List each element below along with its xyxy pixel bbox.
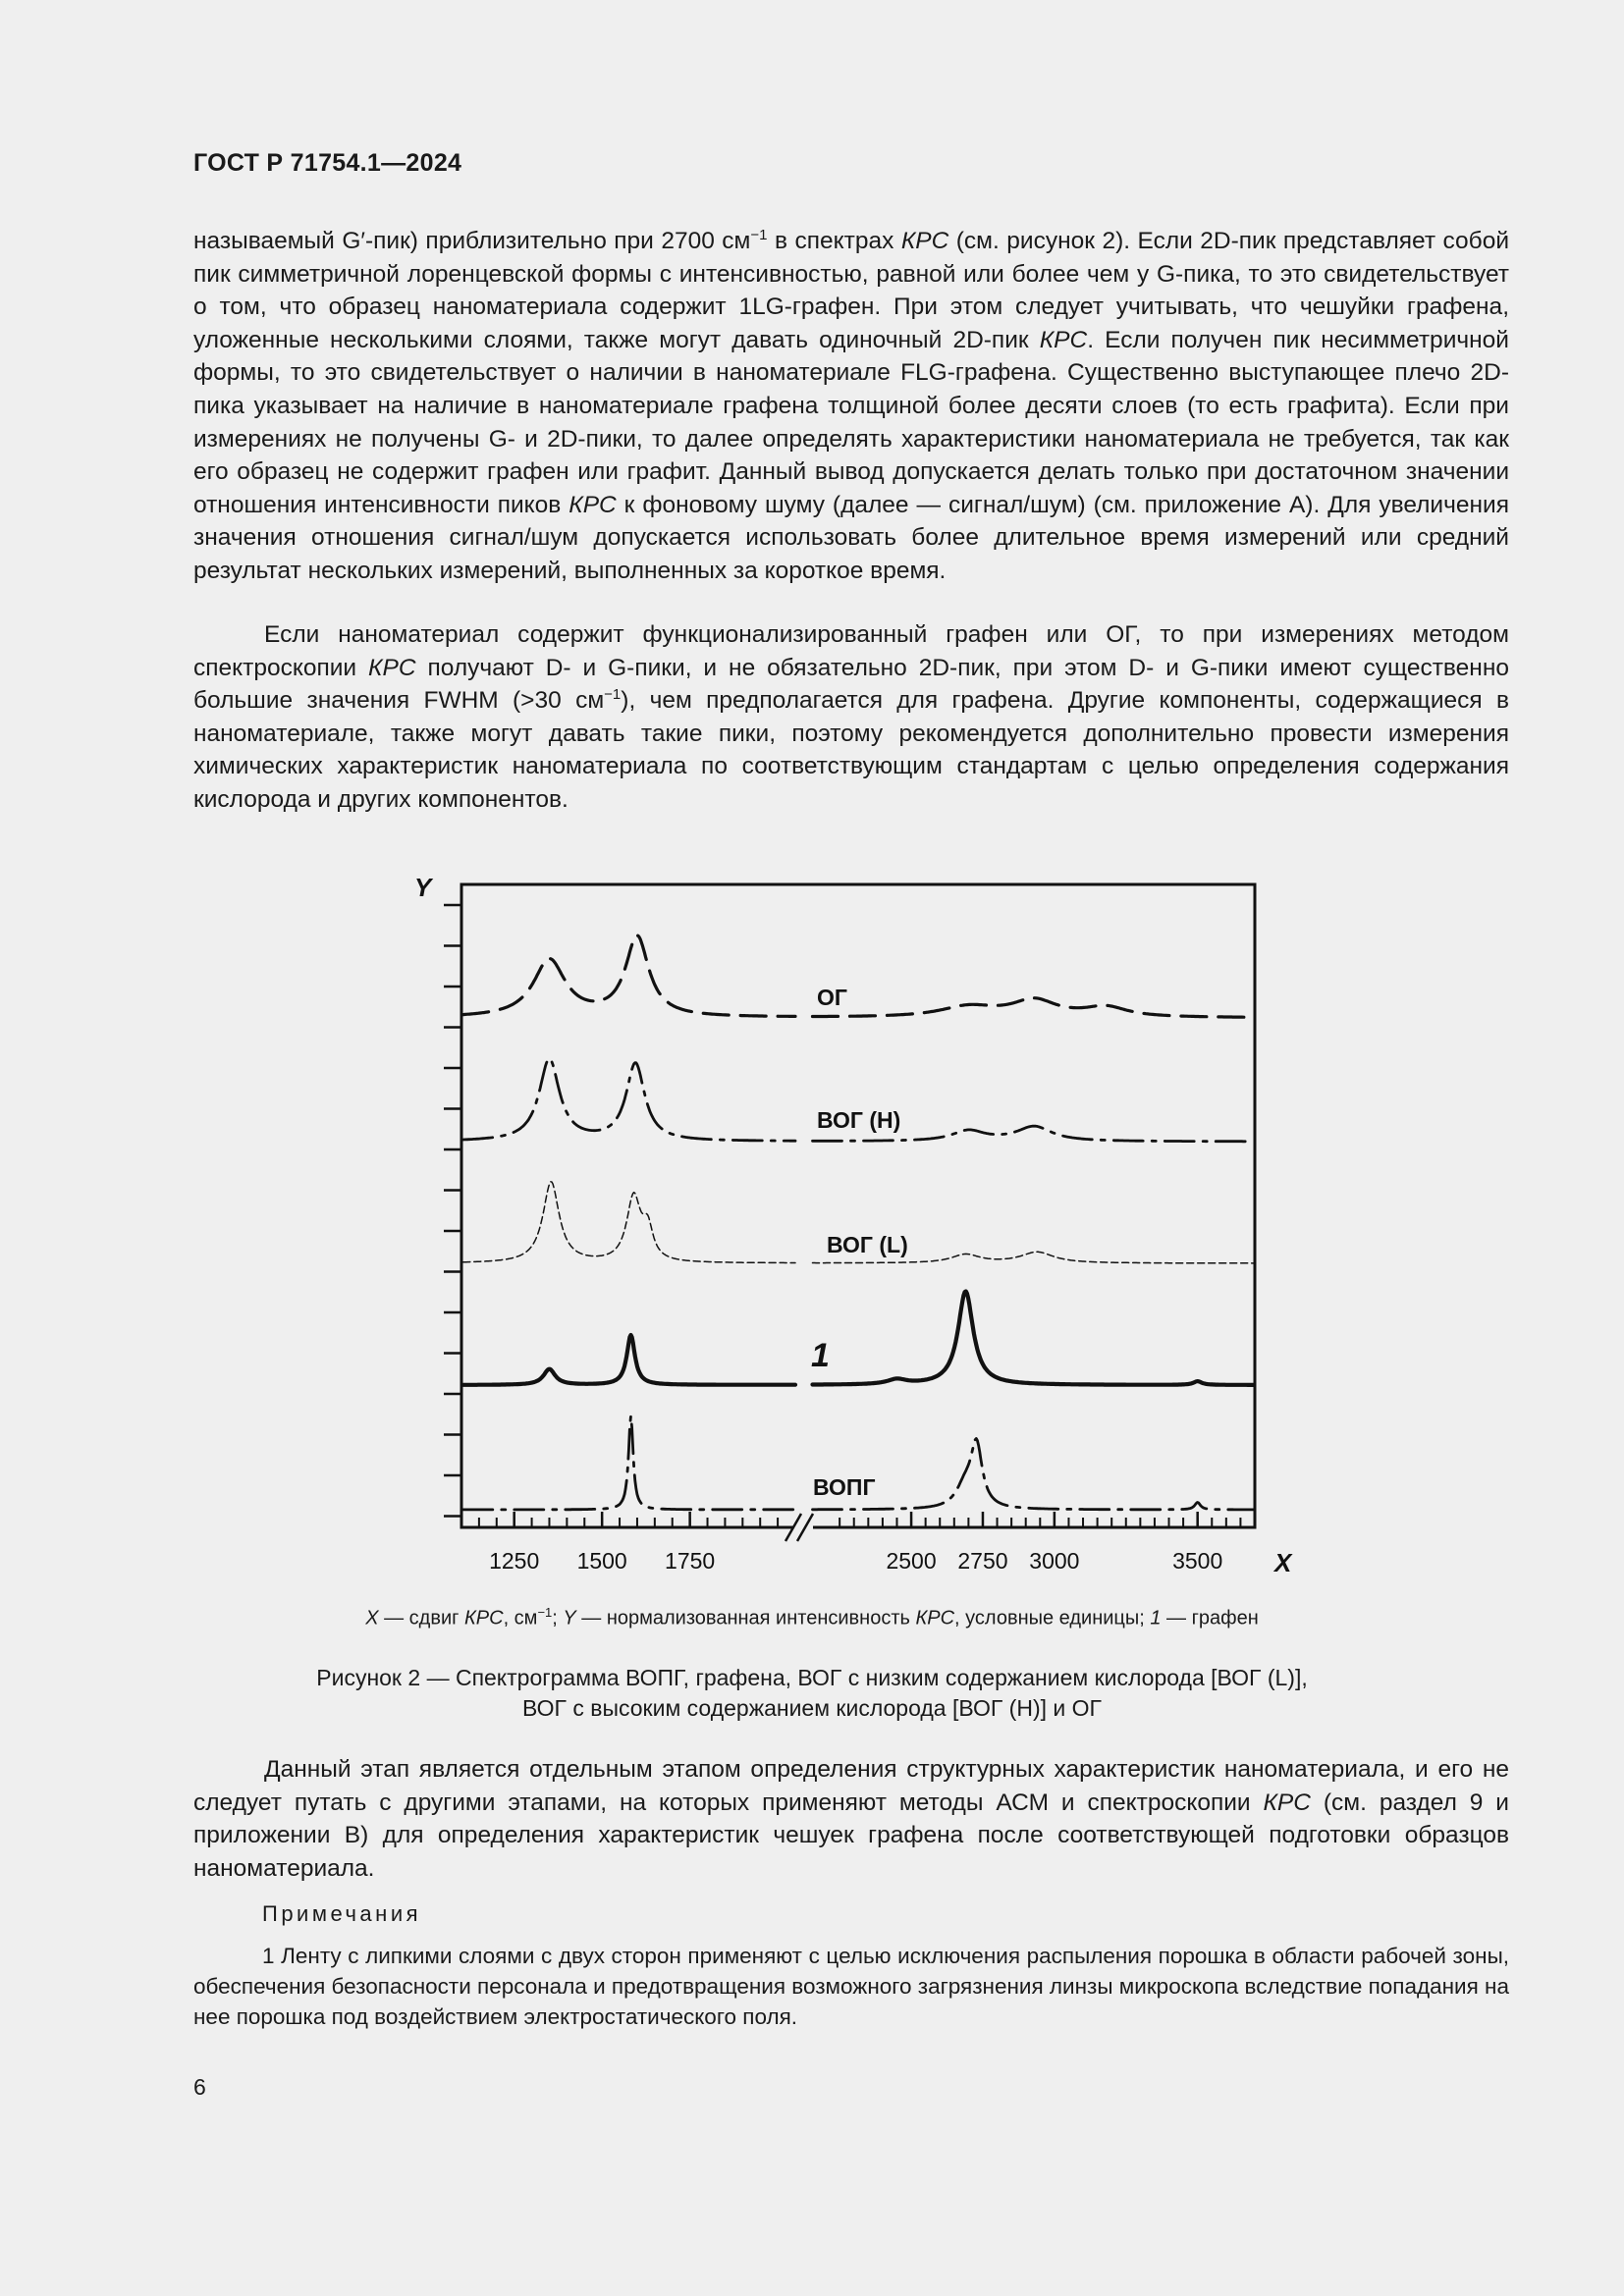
page-number: 6: [193, 2074, 206, 2100]
note-1: [193, 1941, 1509, 2032]
legend-text: , см: [503, 1607, 538, 1629]
x-tick-label: 3000: [1029, 1548, 1080, 1574]
note-text: 1 Ленту с липкими слоями с двух сторон применяют с целью исключения распыления порошка в области рабочей зоны, обеспечения безопасности персонала и предотвращения возможного загрязнения линзы микроскопа вследствие попадания на нее порошка под воздействием электростатического поля.: [193, 1944, 1509, 2029]
legend-text: — графен: [1161, 1607, 1259, 1629]
superscript: −1: [537, 1605, 553, 1620]
text: (см. раздел 9 и приложении В) для определения характеристик чешуек графена после соответствующей подготовки образцов наноматериала.: [193, 1789, 1509, 1882]
term-krs: КРС: [1039, 326, 1088, 353]
caption-line: ВОГ с высоким содержанием кислорода [ВОГ (Н)] и ОГ: [522, 1695, 1102, 1721]
term-krs: КРС: [915, 1607, 955, 1629]
spectrum-line: [463, 935, 1254, 1017]
x-tick-label: 3500: [1172, 1548, 1223, 1574]
term-krs: КРС: [463, 1607, 504, 1629]
y-axis-label: Y: [414, 873, 432, 902]
text: ), чем предполагается для графена. Другие компоненты, содержащиеся в наноматериале, также могут давать такие пики, поэтому рекомендуется дополнительно провести измерения химических характеристик наноматериала по соответствующим стандартам с целью определения содержания кислорода и других компонентов.: [193, 687, 1509, 813]
notes-title: Примечания: [262, 1901, 422, 1926]
legend-y-symbol: Y: [563, 1607, 576, 1629]
document-header: ГОСТ Р 71754.1—2024: [193, 149, 462, 177]
text: получают D- и G-пики, и не обязательно 2D-пик, при этом D- и G-пики имеют существенно большие значения FWHM (>30 см: [193, 654, 1509, 715]
x-tick-label: 1250: [489, 1548, 540, 1574]
series-label: ВОГ (L): [827, 1232, 908, 1257]
legend-text: — сдвиг: [378, 1607, 464, 1629]
text: в спектрах: [767, 228, 901, 254]
legend-one-symbol: 1: [1150, 1607, 1162, 1629]
text: . Если получен пик несимметричной формы, то это свидетельствует о наличии в наноматериале FLG-графена. Существенно выступающее плечо 2D-пика указывает на наличие в наноматериале графена толщиной более десяти слоев (то есть графита). Если при измерениях не получены G- и 2D-пики, то далее определять характеристики наноматериала не требуется, так как его образец не содержит графен или графит. Данный вывод допускается делать только при достаточном значении отношения интенсивности пиков: [193, 326, 1509, 518]
series-label: ОГ: [817, 985, 847, 1010]
x-tick-label: 1500: [576, 1548, 627, 1574]
superscript: −1: [750, 227, 768, 243]
legend-text: ;: [552, 1607, 564, 1629]
legend-x-symbol: X: [365, 1607, 379, 1629]
series-label: ВОПГ: [813, 1474, 876, 1500]
caption-line: Рисунок 2 — Спектрограмма ВОПГ, графена, ВОГ с низким содержанием кислорода [ВОГ (L)],: [316, 1665, 1308, 1690]
x-tick-label: 2750: [957, 1548, 1008, 1574]
term-krs: КРС: [1263, 1789, 1311, 1816]
text: Если наноматериал содержит функционализированный графен или ОГ, то при измерениях методом спектроскопии: [193, 621, 1509, 681]
x-tick-label: 1750: [665, 1548, 716, 1574]
legend-text: — нормализованная интенсивность: [575, 1607, 916, 1629]
plot-frame: [461, 884, 1255, 1527]
term-krs: КРС: [568, 491, 617, 518]
figure-legend: [0, 1605, 1624, 1630]
x-axis-label: X: [1274, 1548, 1292, 1577]
series-label: ВОГ (Н): [817, 1107, 901, 1133]
spectrum-line: [463, 1292, 1254, 1385]
text: к фоновому шуму (далее — сигнал/шум) (см. приложение А). Для увеличения значения отношения сигнал/шум допускается использовать более длительное время измерений или средний результат нескольких измерений, выполненных за короткое время.: [193, 491, 1509, 584]
text: Данный этап является отдельным этапом определения структурных характеристик наноматериала, и его не следует путать с другими этапами, на которых применяют методы АСМ и спектроскопии: [193, 1756, 1509, 1816]
text: называемый G′-пик) приблизительно при 2700 см: [193, 228, 751, 254]
superscript: −1: [604, 686, 622, 704]
term-krs: КРС: [900, 228, 949, 254]
x-tick-label: 2500: [886, 1548, 937, 1574]
legend-text: , условные единицы;: [954, 1607, 1151, 1629]
paragraph-stage-note: [193, 1753, 1509, 1885]
series-label: 1: [811, 1337, 830, 1374]
text: (см. рисунок 2). Если 2D-пик представляет собой пик симметричной лоренцевской формы с интенсивностью, равной или более чем у G-пика, то это свидетельствует о том, что образец наноматериала содержит 1LG-графен. При этом следует учитывать, что чешуйки графена, уложенные несколькими слоями, также могут давать одиночный 2D-пик: [193, 228, 1510, 353]
term-krs: КРС: [368, 654, 416, 681]
figure-caption: [0, 1663, 1624, 1724]
